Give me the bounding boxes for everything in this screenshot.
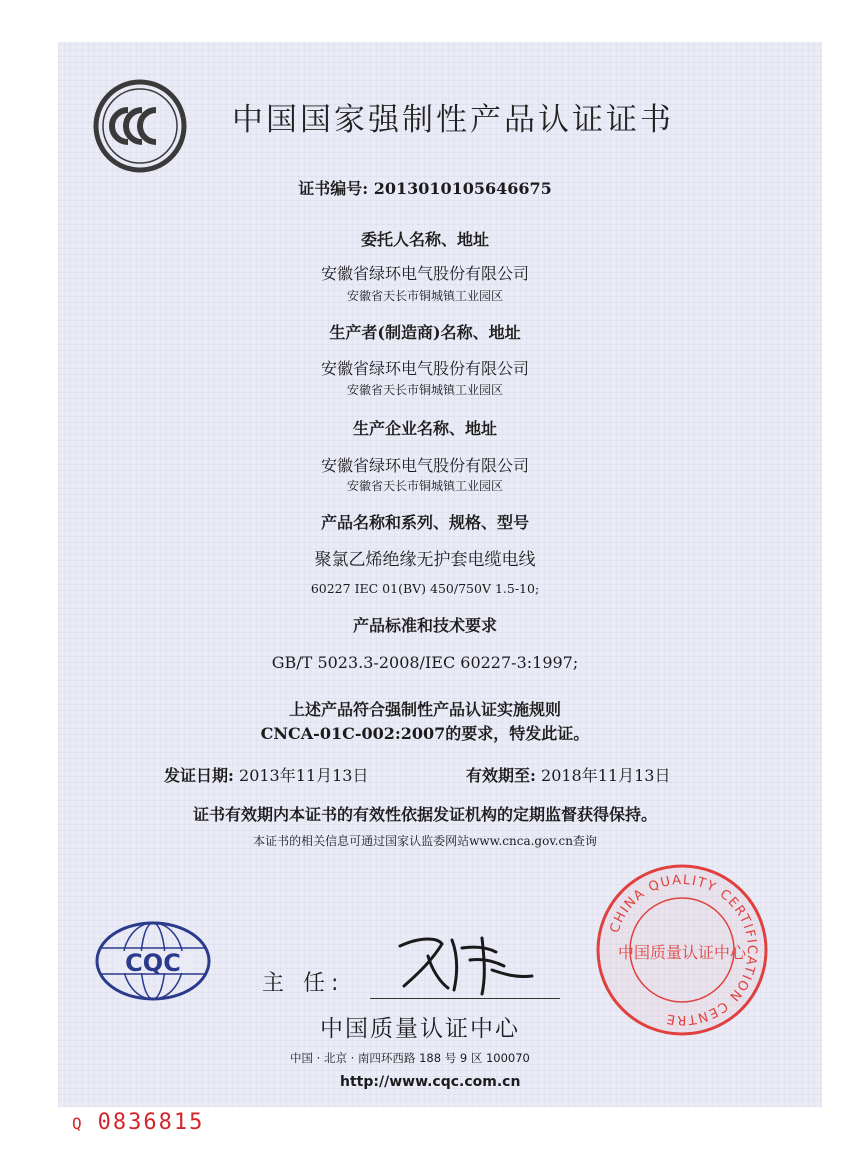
- compliance-line-2: CNCA-01C-002:2007的要求，特发此证。: [260, 724, 590, 743]
- ccc-logo-icon: [92, 78, 188, 174]
- issue-date-value: 2013年11月13日: [239, 766, 369, 785]
- expiry-date-value: 2018年11月13日: [541, 766, 671, 785]
- product-heading: 产品名称和系列、规格、型号: [320, 513, 529, 532]
- expiry-date-label: 有效期至:: [466, 766, 536, 785]
- product-name: 聚氯乙烯绝缘无护套电缆电线: [314, 550, 536, 570]
- product-model: 60227 IEC 01(BV) 450/750V 1.5-10;: [310, 581, 540, 596]
- factory-heading: 生产企业名称、地址: [352, 419, 497, 438]
- factory-name: 安徽省绿环电气股份有限公司: [320, 456, 529, 475]
- cqc-logo-text: CQC: [125, 949, 181, 977]
- manufacturer-name: 安徽省绿环电气股份有限公司: [320, 359, 529, 378]
- standard-value: GB/T 5023.3-2008/IEC 60227-3:1997;: [271, 653, 579, 672]
- manufacturer-address: 安徽省天长市铜城镇工业园区: [346, 383, 503, 397]
- issuer-url: http://www.cqc.com.cn: [340, 1074, 521, 1090]
- factory-address: 安徽省天长市铜城镇工业园区: [346, 479, 503, 493]
- red-seal-stamp: [594, 862, 770, 1038]
- expiry-date-row: [466, 763, 670, 786]
- issue-date-row: [164, 763, 368, 786]
- certificate-number-label: 证书编号:: [298, 179, 369, 198]
- compliance-line-1: 上述产品符合强制性产品认证实施规则: [288, 700, 561, 719]
- certificate-number-row: [0, 176, 850, 199]
- manufacturer-heading: 生产者(制造商)名称、地址: [329, 323, 521, 342]
- signature: [392, 926, 542, 998]
- applicant-name: 安徽省绿环电气股份有限公司: [320, 264, 529, 283]
- certificate-number-value: 2013010105646675: [373, 179, 552, 198]
- issue-date-label: 发证日期:: [164, 766, 234, 785]
- seal-inner-text: 中国质量认证中心: [617, 943, 747, 962]
- cqc-logo-icon: [92, 918, 214, 1004]
- standard-heading: 产品标准和技术要求: [352, 616, 497, 635]
- signature-line: [370, 998, 560, 999]
- seal-outer-text: CHINA QUALITY CERTIFICATION CENTRE: [607, 872, 760, 1028]
- serial-number: [72, 1110, 204, 1135]
- validity-note: 证书有效期内本证书的有效性依据发证机构的定期监督获得保持。: [192, 805, 657, 824]
- info-note: 本证书的相关信息可通过国家认监委网站www.cnca.gov.cn查询: [253, 834, 597, 848]
- serial-prefix: Q: [72, 1114, 84, 1133]
- applicant-heading: 委托人名称、地址: [360, 230, 489, 249]
- issuer-address: 中国 · 北京 · 南四环西路 188 号 9 区 100070: [290, 1051, 530, 1065]
- serial-value: 0836815: [97, 1110, 205, 1135]
- director-label: 主 任:: [262, 971, 345, 996]
- applicant-address: 安徽省天长市铜城镇工业园区: [346, 289, 503, 303]
- certificate-title: 中国国家强制性产品认证证书: [232, 102, 674, 138]
- issuer-org-name: 中国质量认证中心: [320, 1016, 520, 1042]
